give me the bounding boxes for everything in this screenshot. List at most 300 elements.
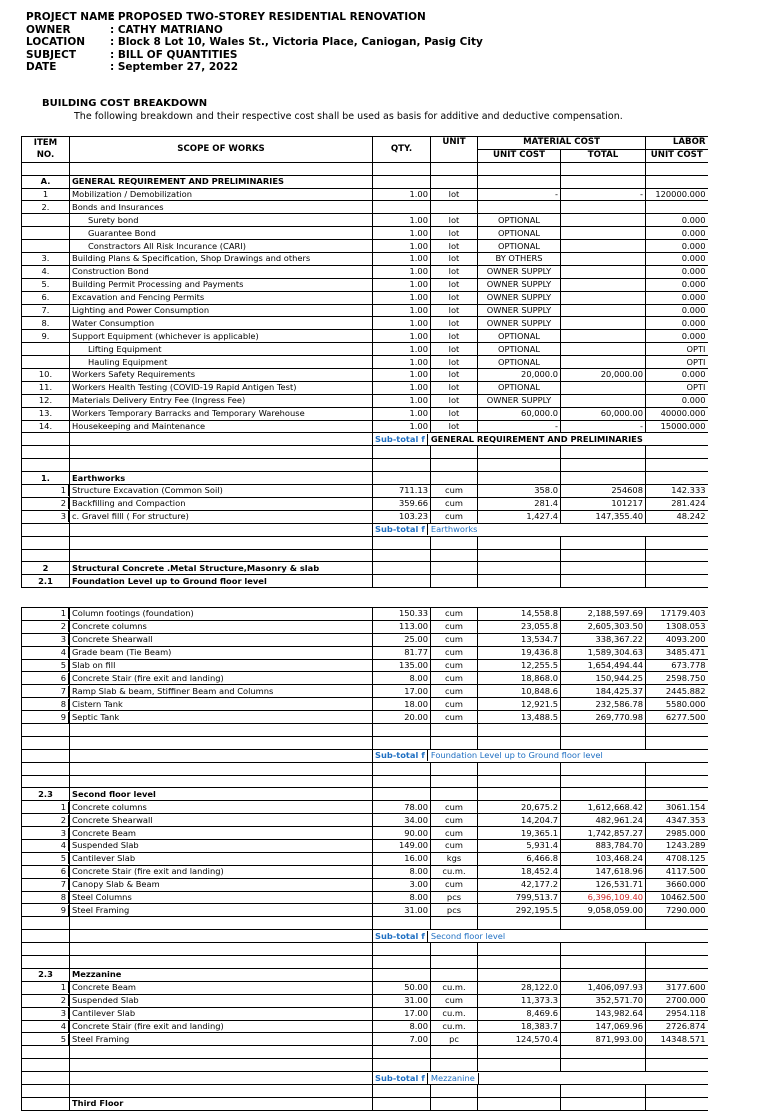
blank-row [22,956,708,969]
table-row [22,711,708,724]
qty-cell: 1.00 [373,420,431,433]
section-heading: Second floor level [70,788,373,801]
unit-cell: cum [431,497,478,510]
empty-cell [70,956,373,969]
empty-cell [561,459,646,472]
empty-cell [478,562,561,575]
subtotal-label: Sub-total f [373,750,428,761]
blank-row [22,736,708,749]
unit-cell: lot [431,330,478,343]
table-row [22,407,708,420]
labor-unit-cost: 0.000 [646,369,708,382]
material-total: 6,396,109.40 [561,891,646,904]
table-row [22,330,708,343]
qty-cell: 8.00 [373,865,431,878]
item-no: 10. [22,369,70,382]
sub-item-no: 1 [22,608,69,619]
scope-of-work: Support Equipment (whichever is applicable) [70,330,373,343]
empty-cell [373,446,431,459]
scope-of-work: Steel Framing [70,904,373,917]
sub-item-no: 8 [22,699,69,710]
empty-cell [70,762,373,775]
unit-cell: lot [431,214,478,227]
material-unit-cost: 6,466.8 [478,852,561,865]
scope-of-work: Concrete columns [70,801,373,814]
labor-unit-cost: 48.242 [646,510,708,523]
empty-cell [70,162,373,175]
material-unit-cost: 19,436.8 [478,646,561,659]
material-total: 9,058,059.00 [561,904,646,917]
unit-cell: lot [431,317,478,330]
scope-of-work: Hauling Equipment [70,356,373,369]
table-row [22,317,708,330]
blank-row [22,1059,708,1072]
empty-cell [431,162,478,175]
scope-of-work: Steel Columns [70,891,373,904]
blank-row [22,459,708,472]
subtotal-text: Mezzanine [428,1073,479,1084]
qty-cell: 31.00 [373,994,431,1007]
sub-item-no: 3 [22,634,69,645]
header-value: : CATHY MATRIANO [110,23,223,36]
item-no [22,840,70,853]
empty-cell [373,162,431,175]
header-row [26,61,483,74]
table-row [22,240,708,253]
material-unit-cost: 124,570.4 [478,1033,561,1046]
item-no [22,1033,70,1046]
material-unit-cost: OWNER SUPPLY [478,291,561,304]
table-row [22,801,708,814]
labor-unit-cost: 2985.000 [646,827,708,840]
material-unit-cost-header: UNIT COST [478,149,561,162]
empty-cell [431,472,478,485]
material-cost-header: MATERIAL COST [478,137,646,150]
labor-unit-cost: 2700.000 [646,994,708,1007]
material-unit-cost: 799,513.7 [478,891,561,904]
empty-cell [373,943,431,956]
material-total: 184,425.37 [561,685,646,698]
material-unit-cost: 18,383.7 [478,1020,561,1033]
material-unit-cost: - [478,188,561,201]
qty-cell: 711.13 [373,485,431,498]
section-heading: Third Floor [70,1097,373,1110]
qty-cell: 17.00 [373,685,431,698]
empty-cell [561,788,646,801]
empty-cell [373,917,431,930]
labor-unit-cost: OPTI [646,343,708,356]
item-no [22,981,70,994]
qty-cell: 8.00 [373,672,431,685]
empty-cell [373,762,431,775]
empty-cell [478,956,561,969]
item-no [22,620,70,633]
sub-item-no: 7 [22,686,69,697]
unit-cell: lot [431,291,478,304]
item-no: 13. [22,407,70,420]
section-heading: Structural Concrete .Metal Structure,Masonry & slab [70,562,373,575]
section-heading-row [22,968,708,981]
unit-cell: cum [431,608,478,621]
empty-cell [646,968,708,981]
material-unit-cost: BY OTHERS [478,253,561,266]
material-unit-cost: OPTIONAL [478,343,561,356]
empty-cell [431,762,478,775]
material-total [561,227,646,240]
scope-of-work: Structure Excavation (Common Soil) [70,485,373,498]
material-unit-cost: 1,427.4 [478,510,561,523]
item-no-header: ITEM NO. [22,137,70,163]
item-no [22,891,70,904]
unit-cell: cum [431,698,478,711]
table-row [22,1007,708,1020]
blank-row [22,943,708,956]
item-no [22,659,70,672]
empty-cell [431,536,478,549]
empty-cell [561,549,646,562]
material-total: 232,586.78 [561,698,646,711]
empty-cell [478,575,561,588]
table-row [22,1020,708,1033]
empty-cell [373,562,431,575]
unit-cell: lot [431,407,478,420]
scope-of-work: Concrete Shearwall [70,814,373,827]
empty-cell [646,446,708,459]
empty-cell [431,724,478,737]
empty-cell [22,762,70,775]
material-unit-cost: 14,204.7 [478,814,561,827]
header-label: LOCATION [26,36,86,49]
sub-item-no: 2 [22,621,69,632]
material-unit-cost: OPTIONAL [478,240,561,253]
empty-cell [70,943,373,956]
scope-of-work: Concrete Beam [70,981,373,994]
empty-cell [431,446,478,459]
empty-cell [22,536,70,549]
header-label: PROJECT NAME [26,11,115,23]
section-heading-row [22,788,708,801]
empty-cell [478,762,561,775]
scope-of-work: Suspended Slab [70,840,373,853]
labor-unit-cost: 4093.200 [646,633,708,646]
unit-cell: cum [431,646,478,659]
labor-unit-cost: 2954.118 [646,1007,708,1020]
empty-cell [478,162,561,175]
section-note: The following breakdown and their respective cost shall be used as basis for additive and deductive compensation. [74,111,623,122]
qty-cell: 20.00 [373,711,431,724]
sub-item-no: 1 [22,485,69,496]
item-no [22,994,70,1007]
empty-cell [478,917,561,930]
empty-cell [70,433,373,446]
material-unit-cost: 8,469.6 [478,1007,561,1020]
item-no [22,240,70,253]
sub-item-no: 5 [22,660,69,671]
labor-unit-cost: 120000.000 [646,188,708,201]
labor-unit-cost: 0.000 [646,291,708,304]
material-unit-cost: OPTIONAL [478,214,561,227]
qty-cell: 1.00 [373,369,431,382]
empty-cell [70,1084,373,1097]
qty-cell: 103.23 [373,510,431,523]
sub-item-no: 5 [22,853,69,864]
material-total [561,253,646,266]
material-unit-cost: 281.4 [478,497,561,510]
material-total [561,201,646,214]
empty-cell [646,575,708,588]
unit-cell: lot [431,188,478,201]
empty-cell [70,749,373,762]
header-value: : September 27, 2022 [110,61,239,74]
empty-cell [561,943,646,956]
table-row [22,865,708,878]
header-label: OWNER [26,23,71,36]
labor-unit-cost: 3660.000 [646,878,708,891]
subtotal-cell [373,523,708,536]
qty-cell: 1.00 [373,394,431,407]
table-row [22,420,708,433]
empty-cell [478,549,561,562]
empty-cell [561,762,646,775]
empty-cell [478,775,561,788]
qty-cell: 1.00 [373,278,431,291]
blank-row [22,775,708,788]
unit-cell [431,201,478,214]
item-no [22,1097,70,1110]
material-total: 871,993.00 [561,1033,646,1046]
material-total: 2,188,597.69 [561,608,646,621]
sub-item-no: 2 [22,995,69,1006]
scope-of-work: Concrete Shearwall [70,633,373,646]
material-total: 883,784.70 [561,840,646,853]
qty-cell [373,201,431,214]
material-unit-cost: 292,195.5 [478,904,561,917]
material-total: 1,589,304.63 [561,646,646,659]
empty-cell [561,575,646,588]
material-total: 60,000.00 [561,407,646,420]
empty-cell [373,1059,431,1072]
empty-cell [646,472,708,485]
empty-cell [22,446,70,459]
sub-item-no: 1 [22,802,69,813]
item-no: A. [22,175,70,188]
unit-cell: cum [431,672,478,685]
labor-unit-cost: 0.000 [646,227,708,240]
empty-cell [22,459,70,472]
table-row [22,685,708,698]
empty-cell [478,968,561,981]
item-no [22,814,70,827]
empty-cell [431,575,478,588]
unit-cell: cum [431,827,478,840]
empty-cell [478,788,561,801]
qty-cell: 18.00 [373,698,431,711]
unit-cell: cum [431,485,478,498]
material-total: 1,406,097.93 [561,981,646,994]
material-total [561,317,646,330]
labor-unit-cost: 4708.125 [646,852,708,865]
labor-unit-cost: 0.000 [646,394,708,407]
material-unit-cost: OPTIONAL [478,227,561,240]
empty-cell [646,943,708,956]
labor-unit-cost: 0.000 [646,317,708,330]
unit-cell: cu.m. [431,981,478,994]
empty-cell [561,775,646,788]
qty-cell: 1.00 [373,330,431,343]
material-total: 147,069.96 [561,1020,646,1033]
unit-cell: pcs [431,891,478,904]
scope-of-work: Workers Health Testing (COVID-19 Rapid Antigen Test) [70,381,373,394]
unit-cell: cum [431,633,478,646]
qty-cell: 31.00 [373,904,431,917]
qty-cell: 1.00 [373,227,431,240]
material-total: 254608 [561,485,646,498]
material-unit-cost: 13,488.5 [478,711,561,724]
empty-cell [431,459,478,472]
material-total: 1,742,857.27 [561,827,646,840]
scope-of-work: Housekeeping and Maintenance [70,420,373,433]
material-total [561,214,646,227]
empty-cell [373,1097,431,1110]
table-row [22,510,708,523]
material-total: 147,355.40 [561,510,646,523]
subtotal-text: Foundation Level up to Ground floor level [430,750,603,761]
sub-item-no: 3 [22,511,69,522]
table-row [22,981,708,994]
material-unit-cost: 20,000.0 [478,369,561,382]
subtotal-row [22,1072,708,1085]
unit-cell: lot [431,356,478,369]
empty-cell [70,775,373,788]
section-heading-row [22,575,708,588]
empty-cell [561,724,646,737]
item-no: 2.1 [22,575,70,588]
item-no [22,497,70,510]
sub-item-no: 2 [22,815,69,826]
material-total: 269,770.98 [561,711,646,724]
empty-cell [478,1059,561,1072]
qty-cell: 1.00 [373,343,431,356]
qty-cell: 135.00 [373,659,431,672]
table-row [22,1033,708,1046]
scope-of-work: Lifting Equipment [70,343,373,356]
empty-cell [478,1046,561,1059]
material-unit-cost: OPTIONAL [478,356,561,369]
table-row [22,608,708,621]
scope-of-work: Materials Delivery Entry Fee (Ingress Fee) [70,394,373,407]
qty-cell: 34.00 [373,814,431,827]
section-heading-row [22,562,708,575]
material-unit-cost: 19,365.1 [478,827,561,840]
empty-cell [646,162,708,175]
table-row [22,304,708,317]
table-row [22,369,708,382]
empty-cell [431,788,478,801]
unit-cell: cum [431,814,478,827]
empty-cell [478,459,561,472]
empty-cell [561,446,646,459]
unit-cell: lot [431,240,478,253]
material-unit-cost: OPTIONAL [478,330,561,343]
scope-of-work: Constractors All Risk Incurance (CARI) [70,240,373,253]
empty-cell [373,459,431,472]
empty-cell [646,762,708,775]
unit-cell: pcs [431,904,478,917]
sub-item-no: 8 [22,892,69,903]
sub-item-no: 9 [22,712,69,723]
labor-unit-cost: 281.424 [646,497,708,510]
material-unit-cost: 358.0 [478,485,561,498]
material-unit-cost: OWNER SUPPLY [478,278,561,291]
material-total [561,330,646,343]
header-value: : BILL OF QUANTITIES [110,48,238,61]
empty-cell [431,562,478,575]
empty-cell [431,968,478,981]
scope-of-work: Water Consumption [70,317,373,330]
qty-cell: 16.00 [373,852,431,865]
subtotal-text: Second floor level [430,930,506,941]
empty-cell [561,162,646,175]
material-total: 352,571.70 [561,994,646,1007]
empty-cell [646,736,708,749]
header-row [26,24,483,37]
item-no [22,485,70,498]
subtotal-text: GENERAL REQUIREMENT AND PRELIMINARIES [430,433,643,444]
empty-cell [561,956,646,969]
labor-unit-cost: 3061.154 [646,801,708,814]
material-total: 2,605,303.50 [561,620,646,633]
material-unit-cost: 18,868.0 [478,672,561,685]
table-row [22,201,708,214]
qty-cell: 149.00 [373,840,431,853]
empty-cell [478,175,561,188]
item-no [22,801,70,814]
unit-cell: cum [431,878,478,891]
item-no: 12. [22,394,70,407]
blank-row [22,536,708,549]
qty-cell: 78.00 [373,801,431,814]
material-total: - [561,420,646,433]
empty-cell [646,1097,708,1110]
labor-unit-cost: 1243.289 [646,840,708,853]
scope-of-work: Construction Bond [70,265,373,278]
section-heading-row [22,1097,708,1110]
empty-cell [22,930,70,943]
empty-cell [431,956,478,969]
header-row [26,36,483,49]
subtotal-cell [373,433,708,446]
item-no: 6. [22,291,70,304]
empty-cell [70,523,373,536]
unit-cell: lot [431,304,478,317]
qty-cell: 113.00 [373,620,431,633]
item-no: 1 [22,188,70,201]
empty-cell [561,1097,646,1110]
scope-of-work: Building Permit Processing and Payments [70,278,373,291]
scope-of-work: Column footings (foundation) [70,608,373,621]
qty-cell: 81.77 [373,646,431,659]
material-unit-cost: 18,452.4 [478,865,561,878]
empty-cell [373,549,431,562]
material-total: 103,468.24 [561,852,646,865]
sub-item-no: 6 [22,866,69,877]
unit-cell: cu.m. [431,1020,478,1033]
labor-unit-cost: 14348.571 [646,1033,708,1046]
material-total [561,381,646,394]
blank-row [22,162,708,175]
cost-table-bottom [21,607,708,1111]
table-row [22,485,708,498]
